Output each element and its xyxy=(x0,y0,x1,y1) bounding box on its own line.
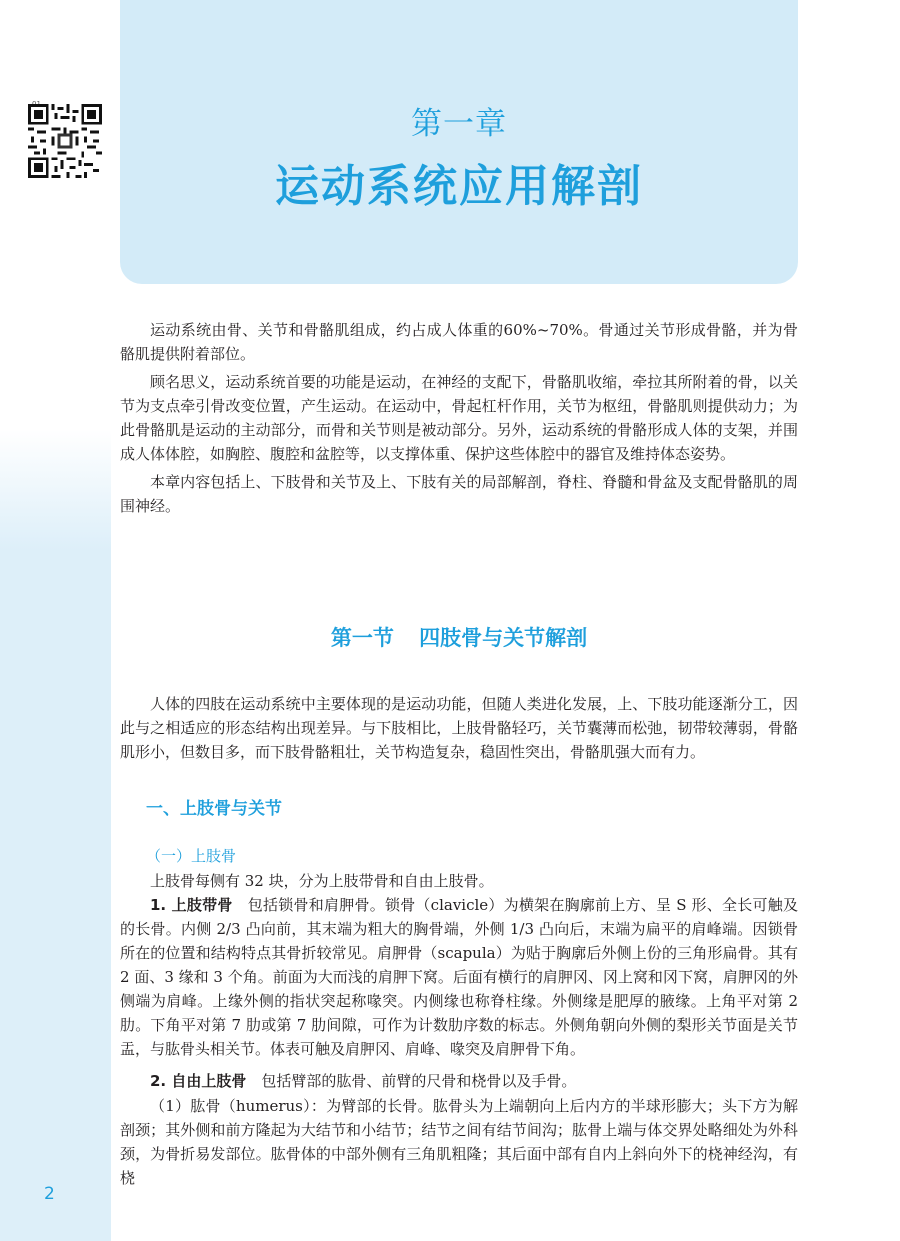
side-strip-gradient xyxy=(0,430,111,550)
item-1-text: 包括锁骨和肩胛骨。锁骨（clavicle）为横架在胸廓前上方、呈 S 形、全长可触及的长骨。内侧 2/3 凸向前，其末端为粗大的胸骨端，外侧 1/3 凸向后，末端为扁平的肩峰端。因锁骨所在的位置和结构特点其骨折较常见。肩胛骨（scapula）为贴于胸廓后外侧上份的三角形扁骨。其有 2 面、3 缘和 3 个角。前面为大而浅的肩胛下窝。后面有横行的肩胛冈、冈上窝和冈下窝，肩胛冈的外侧端为肩峰。上缘外侧的指状突起称喙突。内侧缘也称脊柱缘。外侧缘是肥厚的腋缘。上角平对第 2 肋。下角平对第 7 肋或第 7 肋间隙，可作为计数肋序数的标志。外侧角朝向外侧的梨形关节面是关节盂，与肱骨头相关节。体表可触及肩胛冈、肩峰、喙突及肩胛骨下角。 xyxy=(120,896,798,1058)
section-paragraph-2: 上肢骨每侧有 32 块，分为上肢带骨和自由上肢骨。 xyxy=(150,872,494,890)
page-number: 2 xyxy=(44,1184,55,1204)
chapter-title: 运动系统应用解剖 xyxy=(275,161,643,212)
section-paragraph-1: 人体的四肢在运动系统中主要体现的是运动功能，但随人类进化发展，上、下肢功能逐渐分工，因此与之相适应的形态结构出现差异。与下肢相比，上肢骨骼轻巧，关节囊薄而松弛，韧带较薄弱，骨骼肌形小，但数目多，而下肢骨骼粗壮，关节构造复杂，稳固性突出，骨骼肌强大而有力。 xyxy=(120,695,798,761)
subsubsection-heading: （一）上肢骨 xyxy=(146,847,237,865)
item-2-text: 包括臂部的肱骨、前臂的尺骨和桡骨以及手骨。 xyxy=(261,1072,577,1090)
intro-paragraph-3: 本章内容包括上、下肢骨和关节及上、下肢有关的局部解剖，脊柱、脊髓和骨盆及支配骨骼肌的周围神经。 xyxy=(120,473,798,515)
qr-code-icon[interactable] xyxy=(28,104,102,178)
section-title: 第一节 四肢骨与关节解剖 xyxy=(330,626,588,650)
intro-paragraph-1: 运动系统由骨、关节和骨骼肌组成，约占成人体重的60%~70%。骨通过关节形成骨骼，并为骨骼肌提供附着部位。 xyxy=(120,321,798,363)
intro-paragraph-2: 顾名思义，运动系统首要的功能是运动，在神经的支配下，骨骼肌收缩，牵拉其所附着的骨，以关节为支点牵引骨改变位置，产生运动。在运动中，骨起杠杆作用，关节为枢纽，骨骼肌则提供动力；为此骨骼肌是运动的主动部分，而骨和关节则是被动部分。另外，运动系统的骨骼形成人体的支架，并围成人体体腔，如胸腔、腹腔和盆腔等，以支撑体重、保护这些体腔中的器官及维持体态姿势。 xyxy=(120,373,798,463)
item-1-label: 1. 上肢带骨 xyxy=(150,896,233,914)
item-2-paragraph xyxy=(120,1069,798,1093)
item-1-paragraph xyxy=(120,893,798,1061)
item-2-label: 2. 自由上肢骨 xyxy=(150,1072,247,1090)
chapter-number: 第一章 xyxy=(411,106,507,142)
section-paragraph-3: （1）肱骨（humerus）：为臂部的长骨。肱骨头为上端朝向上后内方的半球形膨大；头下方为解剖颈；其外侧和前方隆起为大结节和小结节；结节之间有结节间沟；肱骨上端与体交界处略细处为外科颈，为骨折易发部位。肱骨体的中部外侧有三角肌粗隆；其后面中部有自内上斜向外下的桡神经沟，有桡 xyxy=(120,1097,798,1187)
subsection-heading: 一、上肢骨与关节 xyxy=(146,799,282,819)
